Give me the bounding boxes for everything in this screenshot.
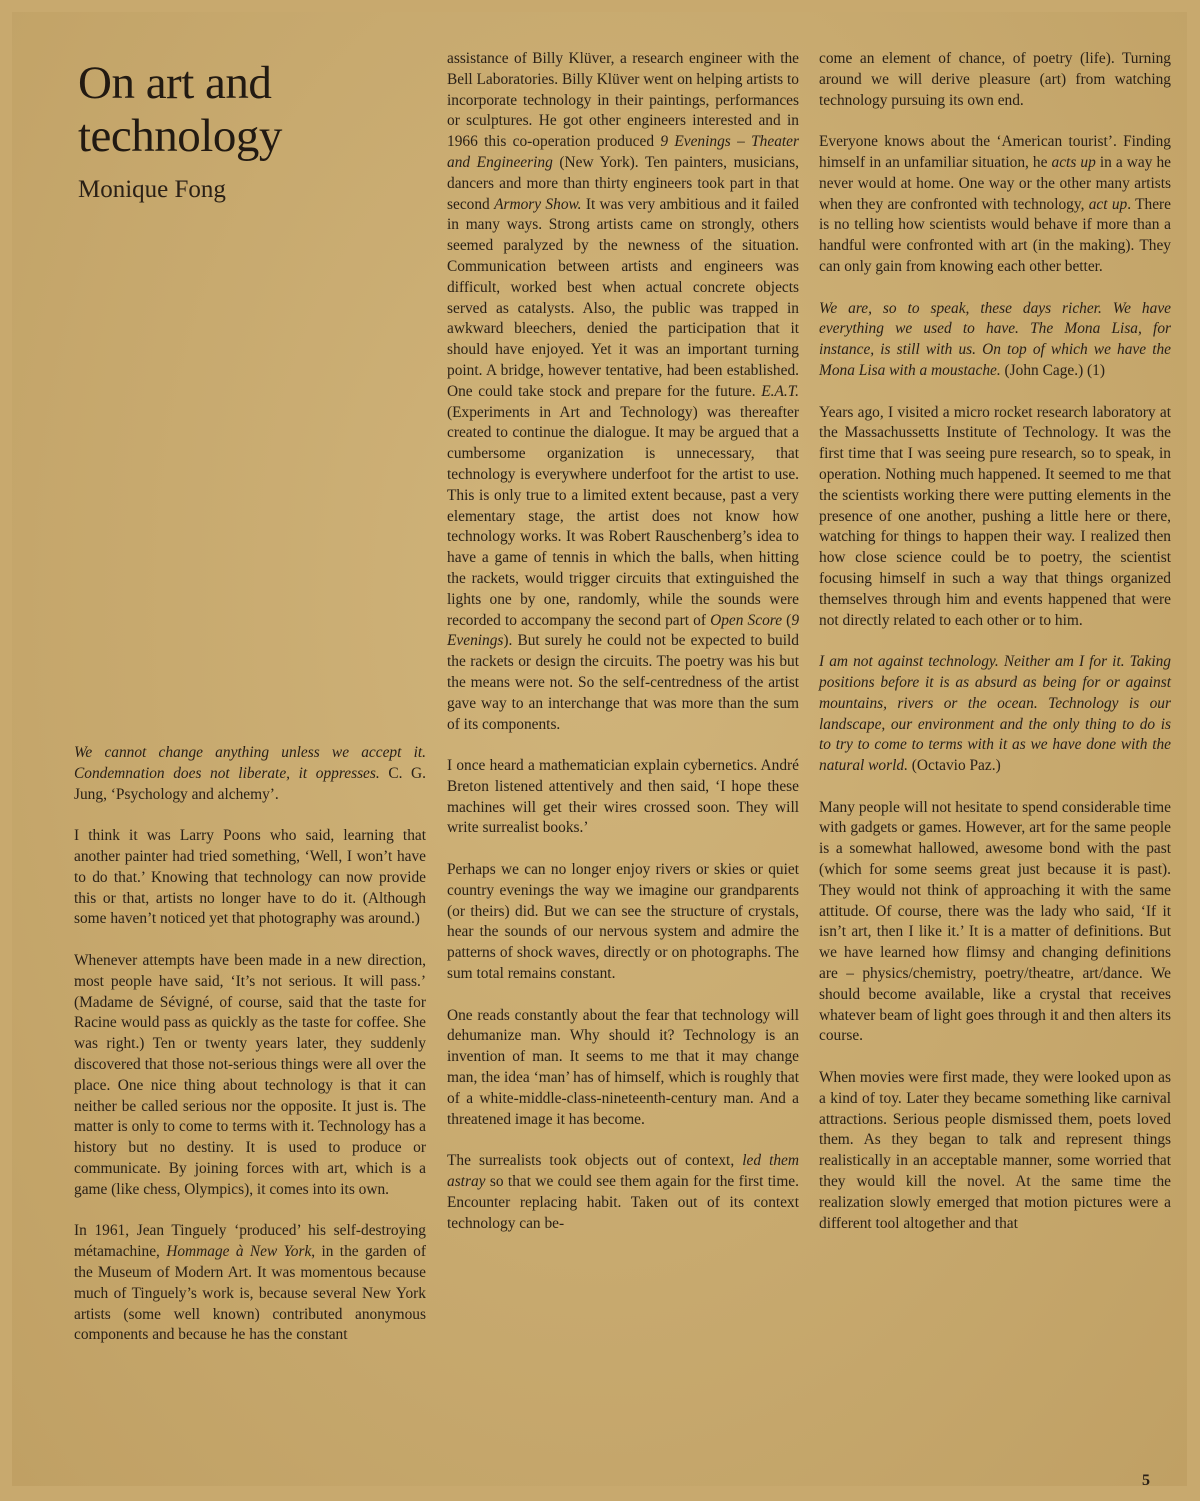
italic-title: 9 Evenings – Theater and Engineering xyxy=(447,133,799,171)
text-run: It was very ambitious and it failed in many ways. Strong artists came on strongly, others seemed paralyzed by the newness of the situation. Communication between artists and engineers was difficult, worked best when actual concrete objects served as catalysts. Also, the public was trapped in awkward bleechers, denied the participation that it should have enjoyed. Yet it was an important turning point. A bridge, however tentative, had been established. One could take stock and prepare for the future. xyxy=(447,195,799,400)
quote-cage xyxy=(819,299,1171,382)
text-run: assistance of Billy Klüver, a research engineer with the Bell Laboratories. Billy Klüver went on helping artists to incorporate technology in their paintings, performances or sculptures. He got other engineers interested and in 1966 this co-operation produced xyxy=(447,50,799,151)
paragraph: One reads constantly about the fear that technology will dehumanize man. Why should it? Technology is an invention of man. It seems to me that it may change man, the idea ‘man’ has of himself, which is roughly that of a white-middle-class-nineteenth-century man. And a threatened image it has become. xyxy=(447,1006,799,1128)
page-number: 5 xyxy=(1142,1472,1150,1489)
paragraph: When movies were first made, they were looked upon as a kind of toy. Later they became something like carnival attractions. Serious people dismissed them, poets loved them. As they began to talk and represent things realistically in an acceptable manner, some worried that they would kill the novel. At the same time the realization slowly emerged that motion pictures were a different tool altogether and that xyxy=(819,1069,1171,1232)
text-run: Everyone knows about the ‘American tourist’. Finding himself in an unfamiliar situation, he xyxy=(819,133,1171,171)
text-run: ). But surely he could not be expected to build the rackets or design the circuits. The poetry was his but the means were not. So the self-centredness of the artist gave way to an interchange that was more than the sum of its components. xyxy=(447,632,799,733)
text-run: . There is no telling how scientists would behave if more than a handful were confronted with art (in the making). They can only gain from knowing each other better. xyxy=(819,195,1171,275)
article-author: Monique Fong xyxy=(78,176,226,203)
italic-title: 9 Evenings xyxy=(447,611,800,650)
epigraph-source: C. G. Jung, ‘Psychology and alchemy’. xyxy=(74,764,426,803)
article-title xyxy=(78,57,408,163)
quote-paz xyxy=(819,652,1171,777)
italic-title: E.A.T. xyxy=(761,382,799,400)
paragraph xyxy=(447,49,799,735)
title-line-2: technology xyxy=(78,110,282,162)
text-run: in a way he never would at home. One way or the other many artists when they are confronted with technology, xyxy=(819,153,1171,213)
text-run: , in the garden of the Museum of Modern Art. It was momentous because much of Tinguely’s work is, because several New York artists (some well known) contributed anonymous components and because he has the constant xyxy=(74,1243,426,1344)
text-run: (New York). Ten painters, musicians, dancers and more than thirty engineers took part in that second xyxy=(447,153,800,213)
paragraph: come an element of chance, of poetry (life). Turning around we will derive pleasure (art) from watching technology pursuing its own end. xyxy=(819,50,1171,109)
paragraph: Years ago, I visited a micro rocket research laboratory at the Massachussetts Institute of Technology. It was the first time that I was seeing pure research, so to speak, in operation. Nothing much happened. It seemed to me that the scientists working there were putting elements in the presence of one another, pushing a little here or there, watching for things to happen their way. I realized then how close science could be to poetry, the scientist focusing himself in such a way that things organized themselves through him and events happened that were not directly related to each other or to him. xyxy=(819,403,1171,629)
quote-text: We are, so to speak, these days richer. We have everything we used to have. The Mona Lisa, for instance, is still with us. On top of which we have the Mona Lisa with a moustache. xyxy=(819,299,1171,379)
paragraph xyxy=(74,1221,426,1346)
paragraph xyxy=(447,1151,799,1234)
text-run: ( xyxy=(782,611,792,629)
magazine-page xyxy=(12,12,1187,1489)
paragraph: I think it was Larry Poons who said, learning that another painter had tried something, ‘Well, I won’t have to do that.’ Knowing that technology can now provide this or that, artists no longer have to do it. (Although some haven’t noticed yet that photography was around.) xyxy=(74,827,426,928)
italic-title: Hommage à New York xyxy=(166,1243,312,1261)
paragraph: Many people will not hesitate to spend considerable time with gadgets or games. However, art for the same people is a somewhat hallowed, awesome bond with the past (which for some seems great just because it is past). They would not think of approaching it with the same attitude. Of course, there was the lady who said, ‘If it isn’t art, then I like it.’ It is a matter of definitions. But we have learned how flimsy and changing definitions are – physics/chemistry, poetry/theatre, art/dance. We should become available, like a crystal that receives whatever beam of light goes through it and then alters its course. xyxy=(819,798,1171,1045)
epigraph-quote: We cannot change anything unless we accept it. Condemnation does not liberate, it oppresses. xyxy=(74,744,426,782)
paragraph xyxy=(819,132,1171,278)
column-2 xyxy=(447,49,799,1234)
italic-title: Armory Show. xyxy=(494,195,582,213)
paragraph: I once heard a mathematician explain cybernetics. André Breton listened attentively and then said, ‘I hope these machines will get their wires crossed soon. They will write surrealist books.’ xyxy=(447,757,799,837)
paragraph: Perhaps we can no longer enjoy rivers or skies or quiet country evenings the way we imagine our grandparents (or theirs) did. But we can see the structure of crystals, hear the sounds of our nervous system and admire the patterns of shock waves, directly or on photographs. The sum total remains constant. xyxy=(447,861,799,983)
epigraph-jung xyxy=(74,743,426,805)
italic-title: Open Score xyxy=(710,611,783,629)
italic-phrase: act up xyxy=(1088,195,1128,213)
quote-text: I am not against technology. Neither am I for it. Taking positions before it is as absurd as being for or against mountains, rivers or the ocean. Technology is our landscape, our environment and the only thing to do is to try to come to terms with it as we have done with the natural world. xyxy=(819,653,1171,775)
text-run: The surrealists took objects out of context, xyxy=(447,1152,743,1170)
text-run: In 1961, Jean Tinguely ‘produced’ his self-destroying métamachine, xyxy=(74,1222,426,1261)
italic-phrase: acts up xyxy=(1051,153,1096,171)
quote-source: (John Cage.) (1) xyxy=(1000,361,1105,379)
text-run: (Experiments in Art and Technology) was thereafter created to continue the dialogue. It may be argued that a cumbersome organization is unnecessary, that technology is everywhere underfoot for the artist to use. This is only true to a limited extent because, past a very elementary stage, the artist does not know how technology works. It was Robert Rauschenberg’s idea to have a game of tennis in which the balls, when hitting the rackets, would trigger circuits that extinguished the lights one by one, randomly, while the sounds were recorded to accompany the second part of xyxy=(447,403,799,629)
column-1 xyxy=(74,743,426,1346)
title-line-1: On art and xyxy=(78,57,272,109)
text-run: so that we could see them again for the first time. Encounter replacing habit. Taken out of its context technology can be- xyxy=(447,1173,799,1232)
paragraph: Whenever attempts have been made in a new direction, most people have said, ‘It’s not serious. It will pass.’ (Madame de Sévigné, of course, said that the taste for Racine would pass as quickly as the taste for coffee. She was right.) Ten or twenty years later, they suddenly discovered that those not-serious things were all over the place. One nice thing about technology is that it can neither be called serious nor the opposite. It just is. The matter is only to come to terms with it. Technology has a history but no destiny. It is used to produce or communicate. By joining forces with art, which is a game (like chess, Olympics), it comes into its own. xyxy=(74,951,426,1198)
quote-source: (Octavio Paz.) xyxy=(907,757,1001,775)
column-3 xyxy=(819,49,1171,1234)
italic-phrase: led them astray xyxy=(447,1152,799,1191)
